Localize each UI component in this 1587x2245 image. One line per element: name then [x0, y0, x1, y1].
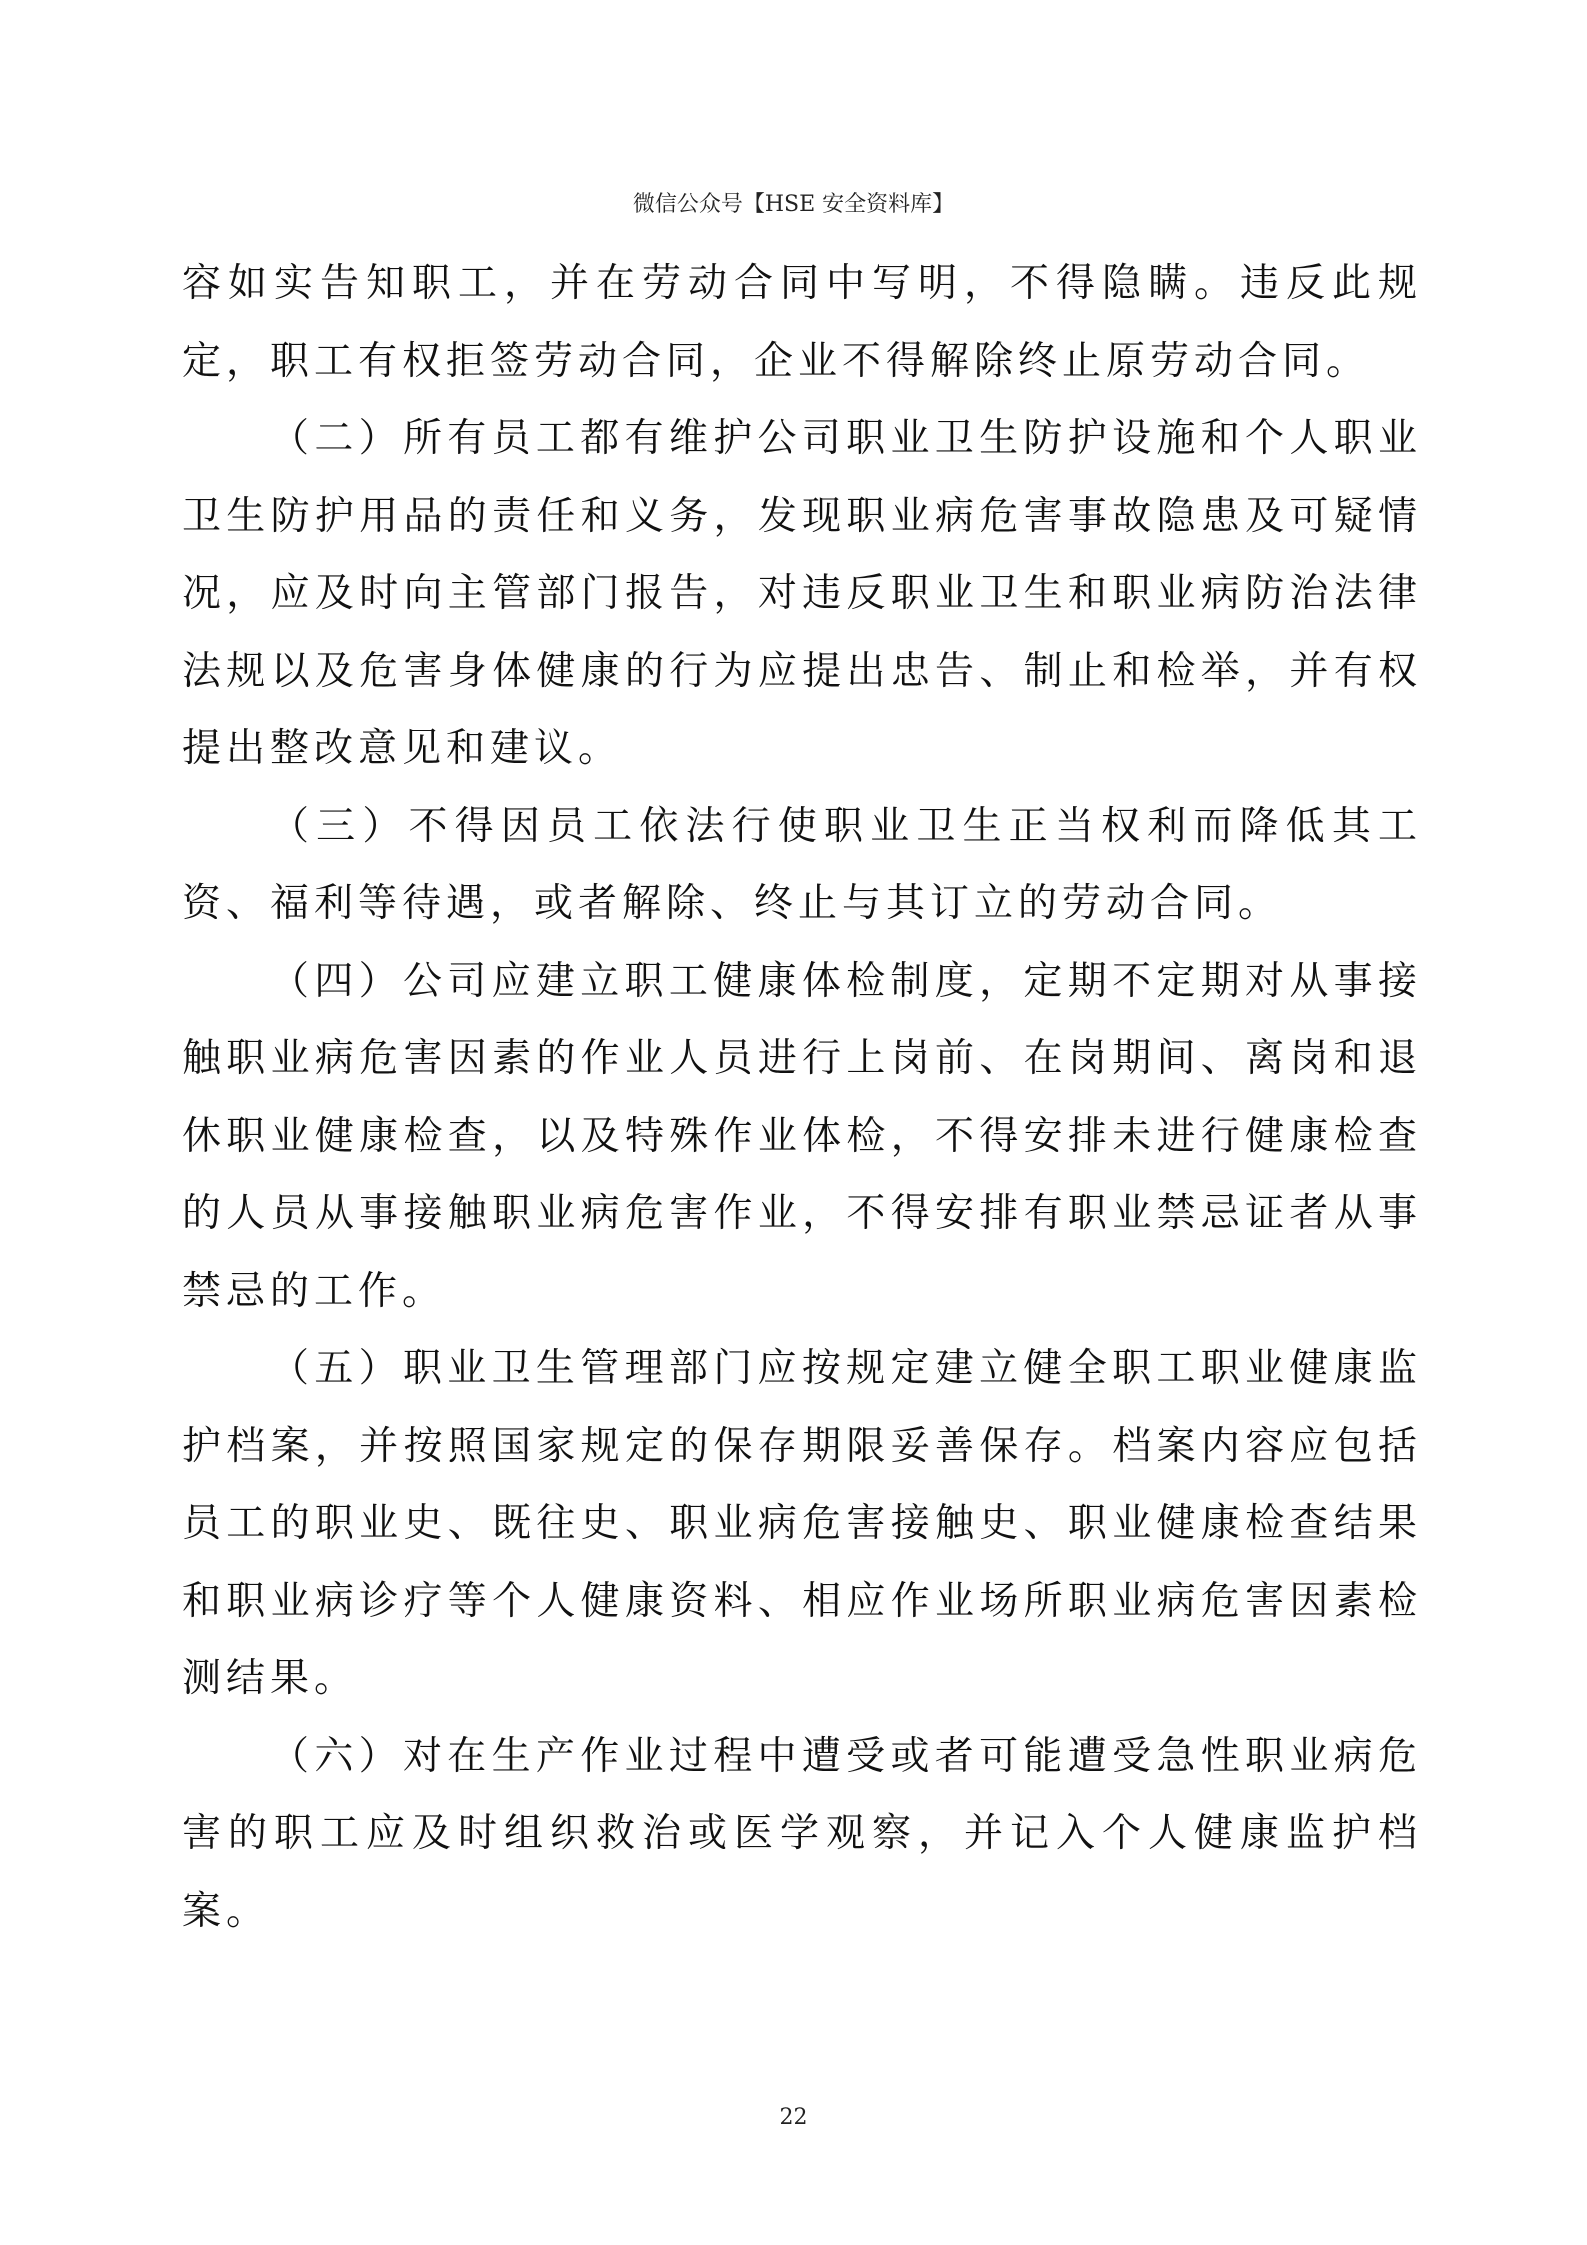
- paragraph-item-4: （四）公司应建立职工健康体检制度，定期不定期对从事接触职业病危害因素的作业人员进行上岗前、在岗期间、离岗和退休职业健康检查，以及特殊作业体检，不得安排未进行健康检查的人员从事接触职业病危害作业，不得安排有职业禁忌证者从事禁忌的工作。: [182, 958, 1422, 1314]
- paragraph-item-5: （五）职业卫生管理部门应按规定建立健全职工职业健康监护档案，并按照国家规定的保存期限妥善保存。档案内容应包括员工的职业史、既往史、职业病危害接触史、职业健康检查结果和职业病诊疗等个人健康资料、相应作业场所职业病危害因素检测结果。: [182, 1346, 1422, 1701]
- page-number: 22: [779, 2105, 808, 2130]
- document-body: [182, 245, 1422, 1950]
- paragraph-item-2: （二）所有员工都有维护公司职业卫生防护设施和个人职业卫生防护用品的责任和义务，发现职业病危害事故隐患及可疑情况，应及时向主管部门报告，对违反职业卫生和职业病防治法律法规以及危害身体健康的行为应提出忠告、制止和检举，并有权提出整改意见和建议。: [182, 416, 1422, 771]
- paragraph-continuation: 容如实告知职工，并在劳动合同中写明，不得隐瞒。违反此规定，职工有权拒签劳动合同，企业不得解除终止原劳动合同。: [182, 261, 1422, 384]
- page-header: 微信公众号【HSE 安全资料库】: [632, 192, 955, 217]
- paragraph-item-6: （六）对在生产作业过程中遭受或者可能遭受急性职业病危害的职工应及时组织救治或医学观察，并记入个人健康监护档案。: [182, 1733, 1422, 1934]
- paragraph-item-3: （三）不得因员工依法行使职业卫生正当权利而降低其工资、福利等待遇，或者解除、终止与其订立的劳动合同。: [182, 803, 1422, 926]
